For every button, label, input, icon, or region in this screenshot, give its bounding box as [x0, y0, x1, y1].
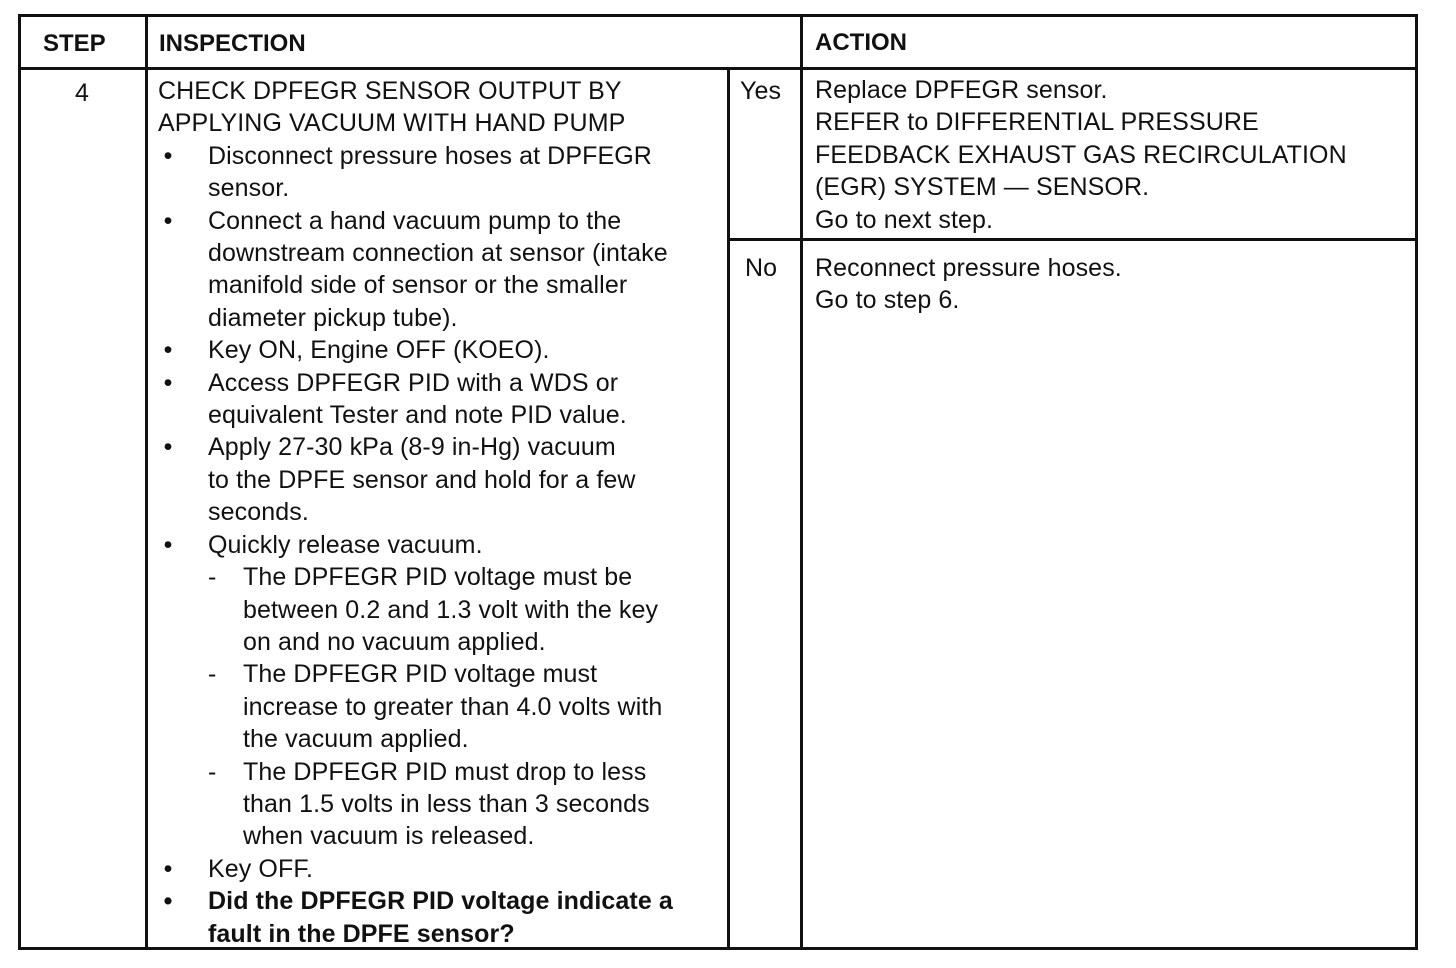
list-item-line: Apply 27-30 kPa (8-9 in-Hg) vacuum [208, 433, 616, 462]
list-item [163, 529, 728, 561]
list-item-line: Quickly release vacuum. [208, 530, 483, 559]
sub-list-item-line: increase to greater than 4.0 volts with [243, 692, 663, 721]
rule-header-bottom [21, 67, 1415, 70]
list-item-line: diameter pickup tube). [208, 303, 458, 332]
question-line: Did the DPFEGR PID voltage indicate a [208, 887, 673, 916]
list-item-line: equivalent Tester and note PID value. [208, 401, 627, 430]
action-yes-line: REFER to DIFFERENTIAL PRESSURE [815, 108, 1259, 137]
inspection-title [158, 75, 728, 140]
list-item-line: to the DPFE sensor and hold for a few [208, 465, 636, 494]
bullet-icon: • [163, 530, 173, 559]
sub-list-item-line: The DPFEGR PID must drop to less [243, 757, 647, 786]
procedure-table [18, 14, 1418, 950]
rule-answer-action [800, 17, 803, 947]
list-item [163, 367, 728, 432]
list-item [163, 853, 728, 885]
sub-list-item-line: the vacuum applied. [243, 725, 469, 754]
question-line: fault in the DPFE sensor? [208, 919, 515, 948]
list-item-line: Key ON, Engine OFF (KOEO). [208, 336, 550, 365]
list-item-line: downstream connection at sensor (intake [208, 239, 668, 268]
bullet-icon: • [163, 433, 173, 462]
step-number: 4 [75, 79, 89, 107]
action-yes-line: Replace DPFEGR sensor. [815, 76, 1108, 104]
action-yes-line: FEEDBACK EXHAUST GAS RECIRCULATION [815, 140, 1347, 169]
list-item [163, 205, 728, 335]
list-item [163, 431, 728, 528]
action-no-line: Reconnect pressure hoses. [815, 254, 1122, 282]
inspection-body [158, 75, 728, 950]
rule-yes-no [727, 238, 1415, 241]
sub-list-item-line: between 0.2 and 1.3 volt with the key [243, 595, 659, 624]
sub-list-item [208, 561, 728, 658]
sub-list-item-line: when vacuum is released. [243, 822, 535, 851]
sub-list-item-line: on and no vacuum applied. [243, 627, 546, 656]
sub-list-item-line: than 1.5 volts in less than 3 seconds [243, 789, 650, 818]
sub-list-item-line: The DPFEGR PID voltage must be [243, 563, 633, 592]
list-item-line: Key OFF. [208, 854, 313, 883]
bullet-icon: • [163, 368, 173, 397]
sub-list-item [208, 658, 728, 755]
question-item [163, 885, 728, 950]
sub-list-item-line: The DPFEGR PID voltage must [243, 660, 598, 689]
rule-step-inspection [145, 17, 148, 947]
action-yes [815, 74, 1415, 236]
dash-icon: - [208, 563, 217, 592]
header-step: STEP [43, 30, 106, 57]
list-item-line: seconds. [208, 498, 309, 527]
list-item-line: Disconnect pressure hoses at DPFEGR [208, 141, 652, 170]
list-item [163, 140, 728, 205]
bullet-icon: • [163, 887, 173, 916]
answer-no: No [745, 254, 778, 282]
header-action: ACTION [815, 29, 907, 56]
inspection-title-line: CHECK DPFEGR SENSOR OUTPUT BY [158, 77, 622, 105]
list-item-line: Access DPFEGR PID with a WDS or [208, 368, 619, 397]
action-no [815, 252, 1415, 317]
bullet-icon: • [163, 141, 173, 170]
sub-list-item [208, 756, 728, 853]
answer-yes: Yes [740, 77, 782, 105]
dash-icon: - [208, 757, 217, 786]
header-inspection: INSPECTION [159, 30, 306, 57]
list-item-line: manifold side of sensor or the smaller [208, 271, 628, 300]
list-item-line: sensor. [208, 174, 290, 203]
action-yes-line: (EGR) SYSTEM — SENSOR. [815, 173, 1150, 202]
bullet-icon: • [163, 854, 173, 883]
inspection-title-line: APPLYING VACUUM WITH HAND PUMP [158, 109, 626, 138]
list-item-line: Connect a hand vacuum pump to the [208, 206, 622, 235]
bullet-icon: • [163, 336, 173, 365]
action-no-line: Go to step 6. [815, 286, 960, 315]
dash-icon: - [208, 660, 217, 689]
action-yes-line: Go to next step. [815, 205, 994, 234]
list-item [163, 334, 728, 366]
bullet-icon: • [163, 206, 173, 235]
